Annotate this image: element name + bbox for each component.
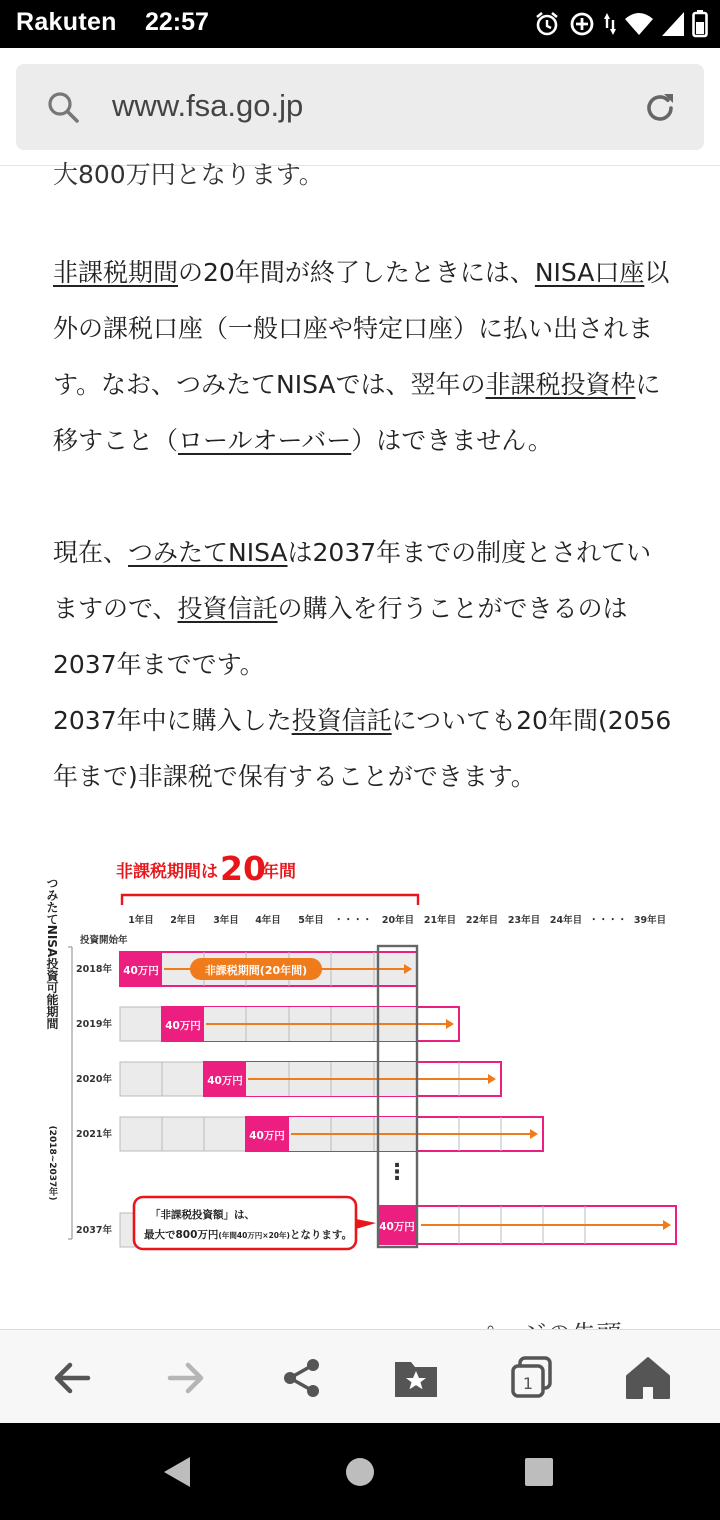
col-header: 21年目 xyxy=(423,915,457,926)
tabs-button[interactable] xyxy=(506,1352,558,1404)
data-saver-icon xyxy=(568,10,596,38)
empty-cell xyxy=(120,1117,246,1151)
paragraph-hold-until-2056 xyxy=(53,693,673,805)
page-content xyxy=(0,160,720,1329)
paragraph-text: に移すこと（ xyxy=(53,370,661,455)
nav-home-icon xyxy=(344,1456,376,1488)
row-2019 xyxy=(76,1007,459,1041)
carrier-name: Rakuten xyxy=(16,8,117,36)
search-icon xyxy=(46,90,82,130)
col-header: ・・・・ xyxy=(588,915,628,926)
nisa-diagram-svg xyxy=(40,847,700,1257)
url-text[interactable]: www.fsa.go.jp xyxy=(112,88,304,123)
system-nav-bar xyxy=(0,1423,720,1520)
paragraph-tax-free-period xyxy=(53,245,673,469)
vertical-bracket xyxy=(68,947,72,1239)
tax-free-banner-text: 非課税期間(20年間) xyxy=(204,964,308,977)
callout-formula: (年間40万円×20年) xyxy=(218,1231,290,1240)
row-2018 xyxy=(76,952,417,986)
row-year: 2021年 xyxy=(76,1129,112,1140)
share-button[interactable] xyxy=(276,1352,328,1404)
browser-toolbar xyxy=(0,48,720,166)
link-tsumitate-nisa[interactable]: つみたてNISA xyxy=(128,538,288,567)
diagram-title-number: 20 xyxy=(220,849,266,888)
link-investment-trust-2[interactable]: 投資信託 xyxy=(291,706,392,735)
share-icon xyxy=(280,1356,324,1400)
col-header: 24年目 xyxy=(549,915,583,926)
amount-label: 40万円 xyxy=(249,1130,285,1142)
home-button[interactable] xyxy=(622,1352,674,1404)
col-header: 5年目 xyxy=(298,915,324,926)
col-header: 4年目 xyxy=(255,915,281,926)
max-amount-callout xyxy=(134,1197,376,1249)
link-tax-free-period[interactable]: 非課税期間 xyxy=(53,258,179,287)
forward-arrow-icon xyxy=(164,1356,208,1400)
nav-back-button[interactable] xyxy=(160,1455,194,1493)
cut-off-text: 大800万円となります。 xyxy=(53,160,324,189)
nisa-diagram xyxy=(40,847,700,1257)
diagram-title-prefix: 非課税期間は xyxy=(116,862,218,882)
paragraph-text: は2037年までの制度とされていますので、 xyxy=(53,538,652,623)
callout-end: となります。 xyxy=(289,1229,353,1241)
row-ellipsis: ⋮ xyxy=(386,1160,408,1185)
bookmarks-button[interactable] xyxy=(390,1352,442,1404)
clock: 22:57 xyxy=(145,8,209,36)
address-bar[interactable] xyxy=(16,64,704,150)
row-year: 2020年 xyxy=(76,1074,112,1085)
amount-label: 40万円 xyxy=(207,1075,243,1087)
link-nisa-account[interactable]: NISA口座 xyxy=(534,258,645,287)
link-rollover[interactable]: ロールオーバー xyxy=(178,426,352,455)
nav-back-icon xyxy=(160,1455,194,1489)
nav-home-button[interactable] xyxy=(344,1456,376,1492)
nav-recents-button[interactable] xyxy=(524,1457,554,1491)
start-year-label: 投資開始年 xyxy=(80,935,128,946)
bookmark-folder-icon xyxy=(392,1356,440,1400)
status-bar xyxy=(0,0,720,48)
row-year: 2019年 xyxy=(76,1019,112,1030)
col-header: 20年目 xyxy=(381,915,415,926)
col-header: 3年目 xyxy=(213,915,239,926)
callout-max: 最大で800万円 xyxy=(144,1229,219,1241)
paragraph-text: 現在、 xyxy=(53,538,129,567)
paragraph-text: の20年間が終了したときには、 xyxy=(178,258,535,287)
vertical-period-label: つみたてNISA投資可能期間 xyxy=(45,876,59,1030)
row-2021 xyxy=(76,1117,543,1151)
cell-signal-icon xyxy=(661,11,685,37)
wifi-icon xyxy=(624,11,654,37)
link-tax-free-limit[interactable]: 非課税投資枠 xyxy=(485,370,636,399)
col-header: 1年目 xyxy=(128,915,154,926)
tax-free-bracket xyxy=(122,895,418,905)
tab-count: 1 xyxy=(522,1374,534,1393)
paragraph-text: ）はできません。 xyxy=(351,426,553,455)
year-column-headers xyxy=(128,914,666,926)
paragraph-text: 2037年中に購入した xyxy=(53,706,292,735)
tabs-icon xyxy=(508,1355,556,1401)
callout-pointer xyxy=(356,1219,376,1229)
row-2020 xyxy=(76,1062,501,1096)
reload-icon[interactable] xyxy=(640,88,680,132)
alarm-icon xyxy=(533,10,561,38)
row-year: 2037年 xyxy=(76,1225,112,1236)
empty-cell xyxy=(120,1007,162,1041)
back-arrow-icon xyxy=(50,1356,94,1400)
amount-label: 40万円 xyxy=(379,1221,415,1233)
row-year: 2018年 xyxy=(76,964,112,975)
callout-line1: 「非課税投資額」は、 xyxy=(150,1209,255,1221)
col-header: 23年目 xyxy=(507,915,541,926)
diagram-title-suffix: 年間 xyxy=(262,862,296,882)
vertical-range-label: (2018~2037年) xyxy=(47,1125,57,1201)
amount-label: 40万円 xyxy=(165,1020,201,1032)
status-icons xyxy=(533,8,708,40)
nav-recents-icon xyxy=(524,1457,554,1487)
amount-label: 40万円 xyxy=(123,965,159,977)
paragraph-text: についても20年間(2056年まで)非課税で保有することができます。 xyxy=(53,706,672,791)
paragraph-text: 以外の課税口座（一般口座や特定口座）に払い出されます。なお、つみたてNISAでは、翌年の xyxy=(53,258,670,399)
callout-box xyxy=(134,1197,356,1249)
col-header: 22年目 xyxy=(465,915,499,926)
forward-button[interactable] xyxy=(160,1352,212,1404)
paragraph-text: の購入を行うことができるのは2037年までです。 xyxy=(53,594,628,679)
data-transfer-icon xyxy=(603,11,617,37)
battery-icon xyxy=(692,10,708,38)
paragraph-system-until-2037 xyxy=(53,525,673,693)
col-header: 2年目 xyxy=(170,915,196,926)
col-header: ・・・・ xyxy=(333,915,373,926)
home-icon xyxy=(624,1355,672,1401)
browser-bottom-bar xyxy=(0,1329,720,1423)
link-investment-trust[interactable]: 投資信託 xyxy=(177,594,278,623)
col-header: 39年目 xyxy=(633,915,667,926)
back-button[interactable] xyxy=(46,1352,98,1404)
